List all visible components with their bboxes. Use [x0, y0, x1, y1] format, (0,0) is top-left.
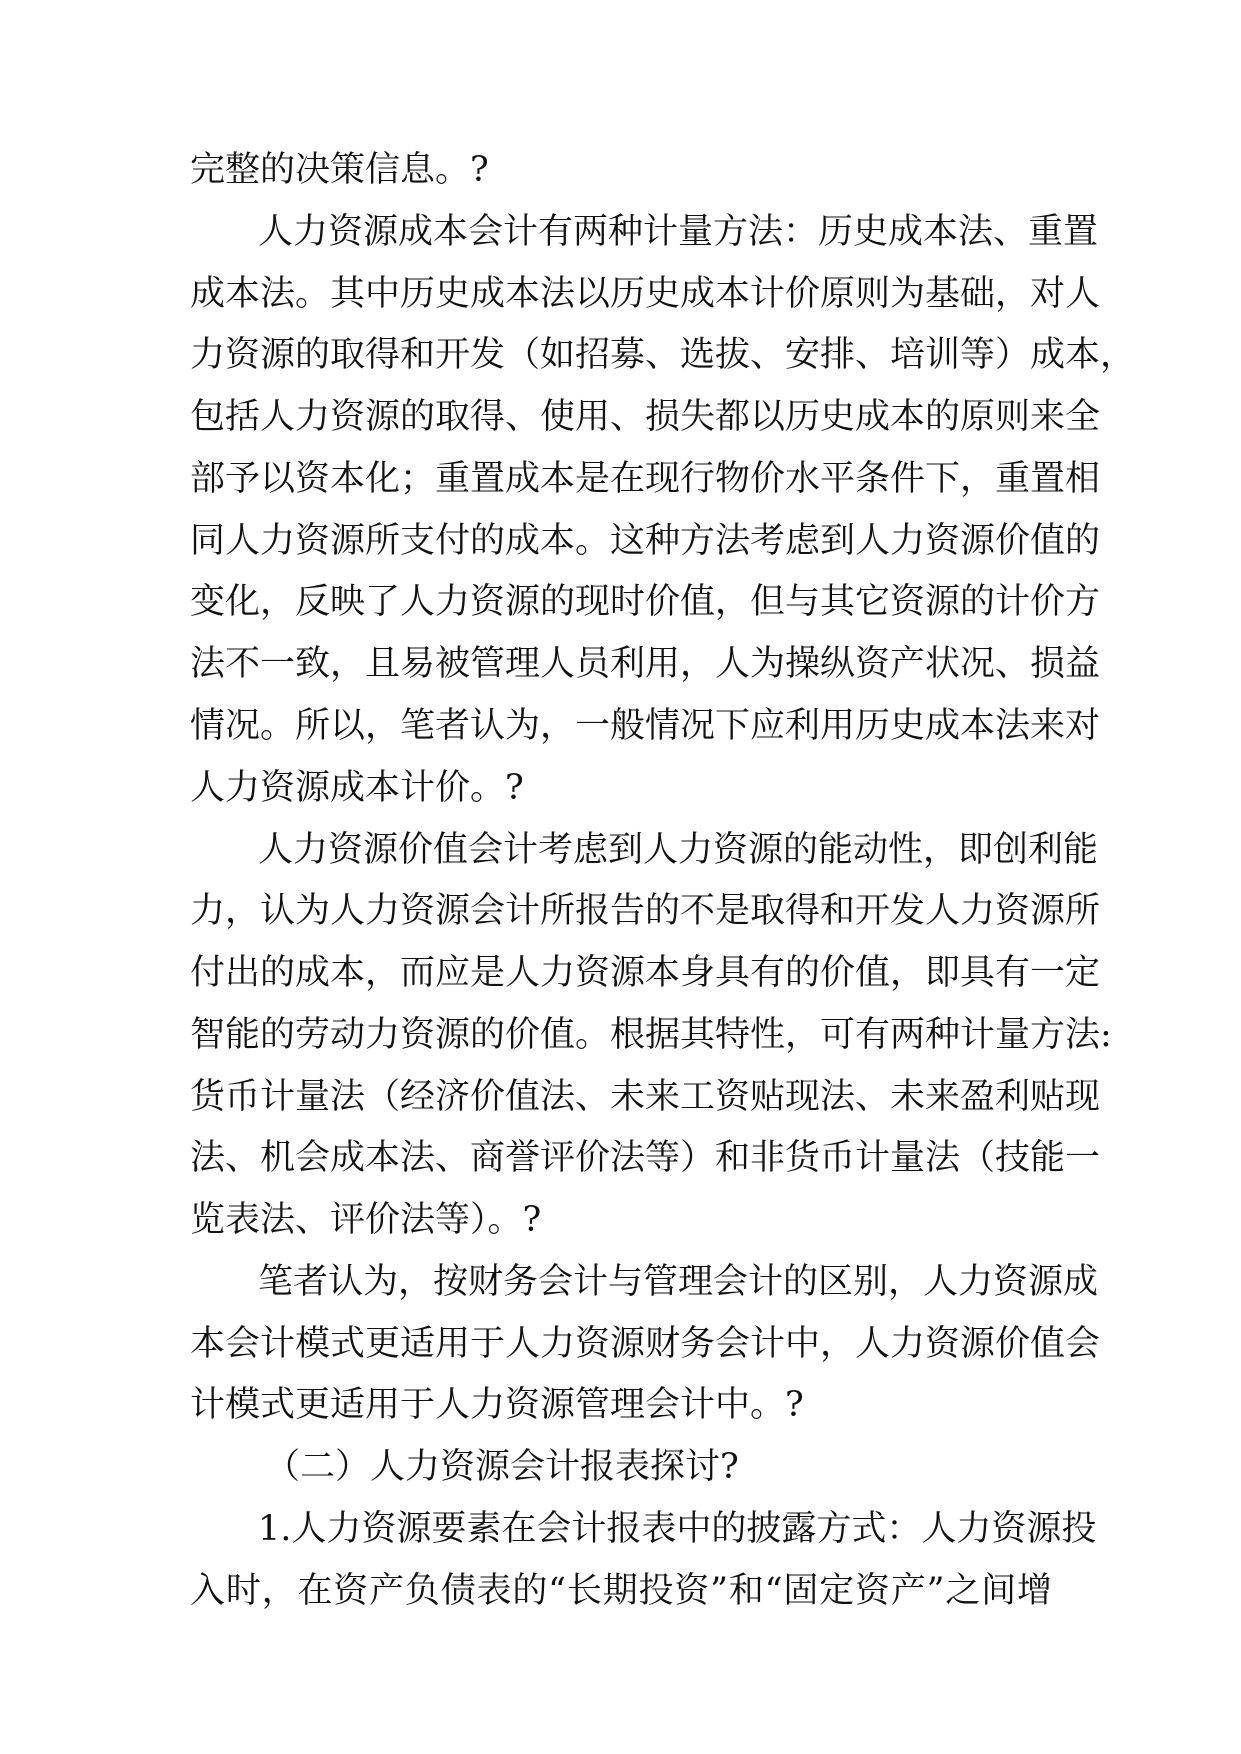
text-line: 人力资源成本计价。? — [190, 768, 524, 808]
section-heading: （二）人力资源会计报表探讨? — [265, 1447, 739, 1487]
paragraph-first-line: 1.人力资源要素在会计报表中的披露方式：人力资源投 — [258, 1509, 1097, 1549]
text-line: 计模式更适用于人力资源管理会计中。? — [190, 1385, 804, 1425]
text-line: 法、机会成本法、商誉评价法等）和非货币计量法（技能一 — [190, 1138, 1101, 1178]
text-line: 变化，反映了人力资源的现时价值，但与其它资源的计价方 — [190, 582, 1101, 622]
text-line: 包括人力资源的取得、使用、损失都以历史成本的原则来全 — [190, 397, 1101, 437]
paragraph-first-line: 人力资源成本会计有两种计量方法：历史成本法、重置 — [258, 212, 1099, 252]
text-line: 入时，在资产负债表的“长期投资”和“固定资产”之间增 — [190, 1571, 1052, 1611]
text-line: 本会计模式更适用于人力资源财务会计中，人力资源价值会 — [190, 1324, 1101, 1364]
text-line: 完整的决策信息。? — [190, 150, 489, 190]
paragraph-first-line: 人力资源价值会计考虑到人力资源的能动性，即创利能 — [258, 830, 1099, 870]
text-line: 情况。所以，笔者认为，一般情况下应利用历史成本法来对 — [190, 706, 1101, 746]
text-line: 同人力资源所支付的成本。这种方法考虑到人力资源价值的 — [190, 521, 1101, 561]
text-line: 货币计量法（经济价值法、未来工资贴现法、未来盈利贴现 — [190, 1077, 1101, 1117]
text-line: 览表法、评价法等）。? — [190, 1200, 542, 1240]
text-line: 部予以资本化；重置成本是在现行物价水平条件下，重置相 — [190, 459, 1101, 499]
text-line: 成本法。其中历史成本法以历史成本计价原则为基础，对人 — [190, 274, 1101, 314]
text-line: 智能的劳动力资源的价值。根据其特性，可有两种计量方法: — [190, 1015, 1112, 1055]
paragraph-first-line: 笔者认为，按财务会计与管理会计的区别，人力资源成 — [258, 1262, 1099, 1302]
text-line: 法不一致，且易被管理人员利用，人为操纵资产状况、损益 — [190, 644, 1101, 684]
text-line: 付出的成本，而应是人力资源本身具有的价值，即具有一定 — [190, 953, 1101, 993]
text-line: 力，认为人力资源会计所报告的不是取得和开发人力资源所 — [190, 891, 1101, 931]
text-line: 力资源的取得和开发（如招募、选拔、安排、培训等）成本， — [190, 335, 1136, 375]
